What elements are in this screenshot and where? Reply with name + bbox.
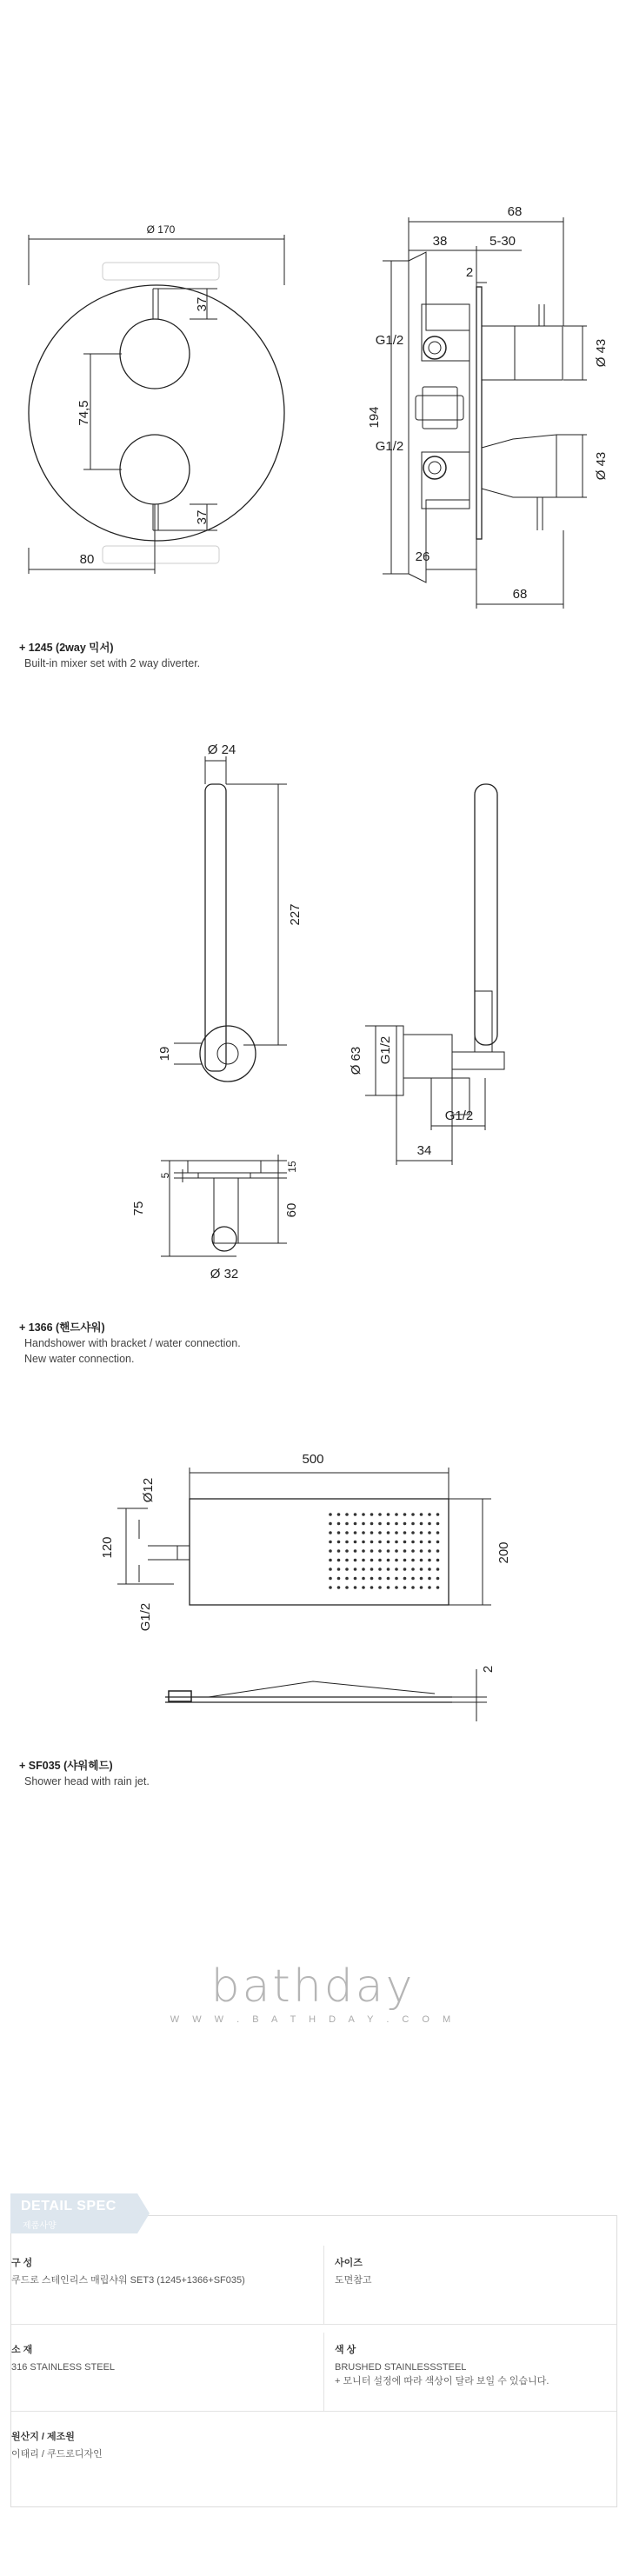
rain-jet-dot (395, 1522, 398, 1526)
handshower-caption-desc1: Handshower with bracket / water connection. (24, 1337, 241, 1349)
dim-d2: 2 (481, 1665, 496, 1674)
dim-d68top: 68 (507, 204, 523, 219)
rain-jet-dot (329, 1559, 332, 1562)
rain-jet-dot (362, 1568, 365, 1571)
dim-d63: Ø 63 (349, 1046, 363, 1075)
rain-jet-dot (436, 1513, 440, 1516)
detail-spec-title: DETAIL SPEC (21, 2199, 117, 2213)
rain-jet-dot (420, 1549, 423, 1553)
rain-jet-dot (403, 1541, 407, 1544)
dim-d37b: 37 (195, 509, 210, 525)
rain-jet-dot (345, 1577, 349, 1581)
dim-d227: 227 (288, 903, 303, 926)
rain-jet-dot (378, 1549, 382, 1553)
spec-origin (11, 2430, 307, 2461)
rain-jet-dot (387, 1522, 390, 1526)
rain-jet-dot (370, 1541, 374, 1544)
rain-jet-dot (362, 1559, 365, 1562)
rain-jet-dot (395, 1531, 398, 1534)
rain-jet-dot (345, 1522, 349, 1526)
rain-jet-dot (370, 1531, 374, 1534)
rain-jet-dot (370, 1522, 374, 1526)
rain-jet-dot (362, 1549, 365, 1553)
handshower-drawing-section (0, 730, 626, 1304)
dim-d170: Ø 170 (146, 223, 176, 236)
dim-d43a: Ø 43 (594, 338, 609, 368)
dim-d60: 60 (284, 1202, 299, 1218)
spec-material-label: 소 재 (11, 2345, 33, 2355)
dim-d194: 194 (367, 406, 382, 429)
showerhead-caption-desc: Shower head with rain jet. (24, 1775, 150, 1787)
rain-jet-dot (370, 1577, 374, 1581)
rain-jet-dot (395, 1541, 398, 1544)
dim-d24: Ø 24 (207, 742, 236, 757)
rain-jet-dot (354, 1522, 357, 1526)
rain-jet-dot (428, 1513, 431, 1516)
spec-material (11, 2343, 307, 2374)
rain-jet-dot (354, 1531, 357, 1534)
rain-jet-dot (354, 1513, 357, 1516)
spec-color-label: 색 상 (335, 2345, 356, 2355)
rain-jet-dot (436, 1586, 440, 1589)
dim-d38: 38 (432, 234, 448, 249)
spec-divider (11, 2324, 616, 2325)
rain-jet-dot (345, 1531, 349, 1534)
rain-jet-dot (329, 1522, 332, 1526)
rain-jet-dot (345, 1568, 349, 1571)
dim-g12b: G1/2 (375, 439, 404, 454)
rain-jet-dot (362, 1586, 365, 1589)
dim-d745: 74,5 (77, 400, 91, 426)
rain-jet-dot (387, 1531, 390, 1534)
rain-jet-dot (387, 1541, 390, 1544)
rain-jet-dot (337, 1559, 341, 1562)
rain-jet-dot (329, 1586, 332, 1589)
rain-jet-dot (436, 1549, 440, 1553)
rain-jet-dot (411, 1549, 415, 1553)
rain-jet-dot (436, 1541, 440, 1544)
dim-d32: Ø 32 (210, 1267, 239, 1281)
rain-jet-dot (337, 1513, 341, 1516)
rain-jet-dot (329, 1549, 332, 1553)
dim-d19: 19 (157, 1046, 172, 1062)
spec-divider (323, 2333, 324, 2411)
rain-jet-dot (403, 1513, 407, 1516)
rain-jet-dot (370, 1549, 374, 1553)
rain-jet-dot (395, 1549, 398, 1553)
spec-size-value: 도면참고 (335, 2275, 372, 2286)
rain-jet-dot (362, 1577, 365, 1581)
rain-jet-dot (428, 1522, 431, 1526)
rain-jet-dot (354, 1586, 357, 1589)
rain-jet-dot (370, 1559, 374, 1562)
rain-jet-dot (378, 1586, 382, 1589)
rain-jet-dot (420, 1531, 423, 1534)
rain-jet-dot (403, 1586, 407, 1589)
rain-jet-dot (428, 1577, 431, 1581)
rain-jet-dot (329, 1577, 332, 1581)
rain-jet-dot (395, 1577, 398, 1581)
dim-d34: 34 (416, 1143, 432, 1158)
rain-jet-dot (428, 1549, 431, 1553)
rain-jet-dot (329, 1513, 332, 1516)
rain-jet-dot (403, 1568, 407, 1571)
rain-jet-dot (337, 1586, 341, 1589)
showerhead-caption-code: + SF035 (샤워헤드) (19, 1760, 113, 1772)
rain-jet-dot (436, 1577, 440, 1581)
rain-jet-dot (420, 1541, 423, 1544)
rain-jet-dot (411, 1531, 415, 1534)
rain-jet-dot (387, 1549, 390, 1553)
rain-jet-dot (362, 1513, 365, 1516)
rain-jet-dot (345, 1513, 349, 1516)
rain-jet-dot (411, 1541, 415, 1544)
detail-spec-tab (10, 2193, 137, 2233)
rain-jet-dot (411, 1559, 415, 1562)
rain-jet-dot (337, 1549, 341, 1553)
dim-d120: 120 (100, 1536, 115, 1559)
rain-jet-dot (428, 1531, 431, 1534)
rain-jet-dot (403, 1522, 407, 1526)
mixer-caption (19, 640, 200, 671)
rain-jet-dot (362, 1522, 365, 1526)
dim-g12: G1/2 (378, 1035, 393, 1065)
showerhead-drawing (0, 1426, 626, 1747)
dim-d2: 2 (465, 265, 474, 280)
spec-composition (11, 2256, 307, 2287)
rain-jet-dot (378, 1513, 382, 1516)
rain-jet-dot (387, 1568, 390, 1571)
rain-jet-dot (370, 1513, 374, 1516)
rain-jet-dot (378, 1559, 382, 1562)
dim-d500: 500 (302, 1452, 324, 1467)
rain-jet-dot (387, 1586, 390, 1589)
mixer-caption-code: + 1245 (2way 믹서) (19, 642, 114, 654)
rain-jet-dot (362, 1531, 365, 1534)
rain-jet-dot (378, 1522, 382, 1526)
spec-size-label: 사이즈 (335, 2258, 363, 2268)
rain-jet-dot (387, 1577, 390, 1581)
rain-jet-dot (354, 1559, 357, 1562)
brand-logo (0, 1960, 626, 2025)
spec-color-note: + 모니터 설정에 따라 색상이 달라 보일 수 있습니다. (335, 2376, 549, 2386)
dim-d80: 80 (79, 552, 95, 567)
rain-jet-dot (370, 1586, 374, 1589)
rain-jet-dot (354, 1541, 357, 1544)
mixer-drawing (0, 174, 626, 626)
dim-d12: Ø12 (141, 1477, 156, 1503)
rain-jet-dot (337, 1568, 341, 1571)
rain-jet-dot (337, 1541, 341, 1544)
rain-jet-dot (345, 1541, 349, 1544)
rain-jet-dot (395, 1559, 398, 1562)
rain-jet-dot (436, 1559, 440, 1562)
rain-jet-dot (345, 1559, 349, 1562)
detail-spec-subtitle: 제품사양 (23, 2221, 57, 2231)
dim-g12: G1/2 (138, 1602, 153, 1632)
rain-jet-dot (354, 1568, 357, 1571)
showerhead-caption (19, 1758, 150, 1789)
rain-jet-dots (329, 1513, 439, 1589)
rain-jet-dot (411, 1586, 415, 1589)
rain-jet-dot (420, 1513, 423, 1516)
rain-jet-dot (395, 1513, 398, 1516)
rain-jet-dot (420, 1577, 423, 1581)
dim-d68bot: 68 (512, 587, 528, 602)
dim-d15: 15 (286, 1161, 298, 1173)
rain-jet-dot (420, 1559, 423, 1562)
rain-jet-dot (436, 1568, 440, 1571)
rain-jet-dot (337, 1522, 341, 1526)
rain-jet-dot (403, 1531, 407, 1534)
dim-d200: 200 (496, 1541, 511, 1564)
rain-jet-dot (329, 1541, 332, 1544)
rain-jet-dot (428, 1559, 431, 1562)
rain-jet-dot (411, 1513, 415, 1516)
rain-jet-dot (354, 1549, 357, 1553)
rain-jet-dot (395, 1568, 398, 1571)
rain-jet-dot (403, 1559, 407, 1562)
spec-size (335, 2256, 604, 2287)
dim-g12b: G1/2 (444, 1108, 474, 1123)
rain-jet-dot (329, 1531, 332, 1534)
rain-jet-dot (337, 1577, 341, 1581)
rain-jet-dot (428, 1541, 431, 1544)
rain-jet-dot (378, 1541, 382, 1544)
showerhead-drawing-section (0, 1426, 626, 1747)
spec-divider (11, 2411, 616, 2412)
spec-origin-label: 원산지 / 제조원 (11, 2432, 75, 2442)
brand-url: W W W . B A T H D A Y . C O M (170, 2014, 456, 2025)
rain-jet-dot (387, 1513, 390, 1516)
dim-d530: 5-30 (489, 234, 516, 249)
rain-jet-dot (378, 1568, 382, 1571)
spec-material-value: 316 STAINLESS STEEL (11, 2362, 116, 2373)
handshower-caption (19, 1320, 241, 1367)
rain-jet-dot (411, 1522, 415, 1526)
rain-jet-dot (403, 1577, 407, 1581)
rain-jet-dot (411, 1568, 415, 1571)
rain-jet-dot (337, 1531, 341, 1534)
mixer-drawing-section (0, 174, 626, 626)
rain-jet-dot (420, 1522, 423, 1526)
mixer-caption-desc: Built-in mixer set with 2 way diverter. (24, 657, 201, 669)
rain-jet-dot (387, 1559, 390, 1562)
rain-jet-dot (428, 1586, 431, 1589)
dim-d5: 5 (159, 1172, 171, 1179)
spec-divider (323, 2246, 324, 2324)
rain-jet-dot (411, 1577, 415, 1581)
spec-composition-value: 쿠드로 스테인리스 매립샤워 SET3 (1245+1366+SF035) (11, 2275, 245, 2286)
rain-jet-dot (345, 1549, 349, 1553)
dim-d37a: 37 (195, 296, 210, 312)
rain-jet-dot (345, 1586, 349, 1589)
handshower-caption-code: + 1366 (핸드샤워) (19, 1321, 105, 1334)
spec-composition-label: 구 성 (11, 2258, 33, 2268)
rain-jet-dot (354, 1577, 357, 1581)
rain-jet-dot (370, 1568, 374, 1571)
handshower-drawing (0, 730, 626, 1304)
rain-jet-dot (395, 1586, 398, 1589)
rain-jet-dot (436, 1522, 440, 1526)
dim-d75: 75 (131, 1201, 146, 1216)
rain-jet-dot (329, 1568, 332, 1571)
rain-jet-dot (420, 1586, 423, 1589)
rain-jet-dot (378, 1577, 382, 1581)
spec-color-value: BRUSHED STAINLESSSTEEL (335, 2362, 467, 2373)
brand-name: bathday (210, 1960, 416, 2013)
rain-jet-dot (428, 1568, 431, 1571)
rain-jet-dot (362, 1541, 365, 1544)
detail-spec-table (10, 2199, 617, 2507)
rain-jet-dot (420, 1568, 423, 1571)
dim-d43b: Ø 43 (594, 451, 609, 481)
handshower-caption-desc2: New water connection. (24, 1353, 135, 1365)
dim-d26: 26 (415, 549, 430, 564)
spec-color (335, 2343, 609, 2388)
dim-g12a: G1/2 (375, 333, 404, 348)
spec-origin-value: 이태리 / 쿠드로디자인 (11, 2449, 103, 2460)
rain-jet-dot (403, 1549, 407, 1553)
rain-jet-dot (378, 1531, 382, 1534)
rain-jet-dot (436, 1531, 440, 1534)
